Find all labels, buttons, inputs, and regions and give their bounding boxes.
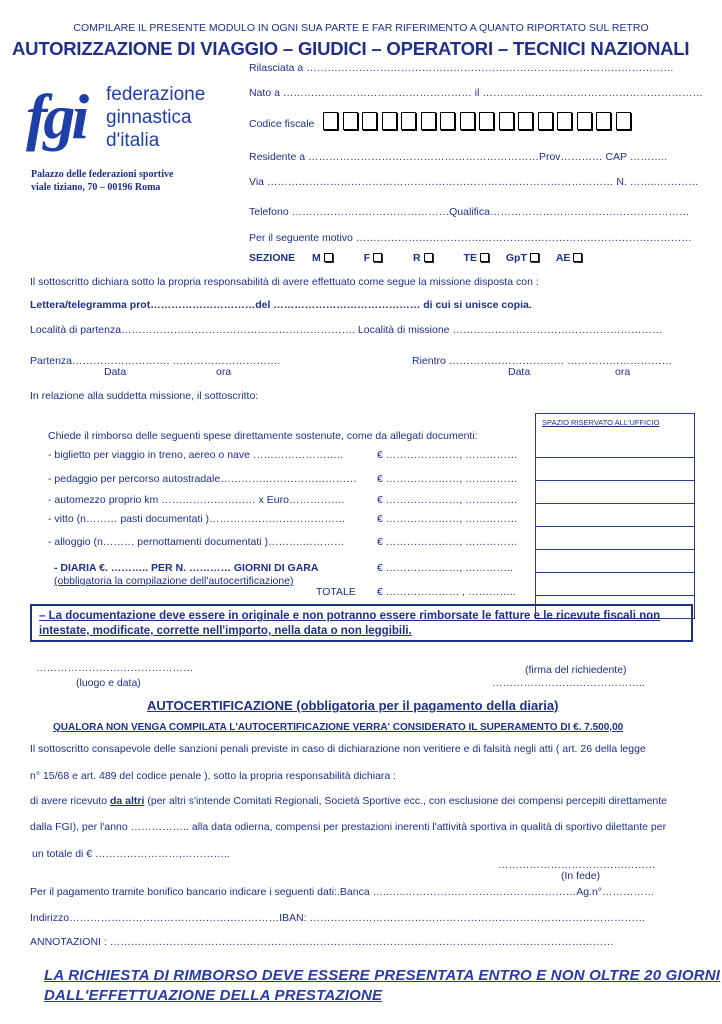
- field-residente[interactable]: Residente a …………………………………………………………Prov………… CAP ………..: [249, 151, 668, 163]
- field-via[interactable]: Via ……………………………………………………………………………………… N. ……..…………: [249, 176, 699, 188]
- codice-fiscale-box[interactable]: [596, 112, 611, 130]
- sezione-ae-label: AE: [555, 252, 571, 264]
- documentation-warning: – La documentazione deve essere in originale e non potranno essere rimborsate le fatture e le ricevute fiscali non intestate, modificate, corrette nell'importo, nella data o non leggibili.: [30, 604, 693, 642]
- expense-amount-automezzo[interactable]: € …………………, ……………: [377, 494, 518, 506]
- address-line-1: Palazzo delle federazioni sportive: [31, 169, 174, 180]
- dichiara-text: Il sottoscritto dichiara sotto la propria responsabilità di avere effettuato come segue la missione disposta con :: [30, 276, 539, 288]
- codice-fiscale-boxes[interactable]: [323, 112, 635, 130]
- fede-label: (In fede): [561, 870, 601, 882]
- office-cell[interactable]: [536, 481, 695, 504]
- office-cell[interactable]: [536, 527, 695, 550]
- codice-fiscale-box[interactable]: [479, 112, 494, 130]
- rientro-data-label: Data: [508, 366, 531, 378]
- office-reserved-header: SPAZIO RISERVATO ALL'UFFICIO: [536, 414, 695, 458]
- sezione-r[interactable]: [413, 252, 433, 264]
- sezione-m-label: M: [312, 252, 321, 264]
- autocert-per-altri: (per altri s'intende Comitati Regionali, Società Sportive ecc., con esclusione dei compensi percepiti direttamente: [147, 795, 668, 807]
- field-localita[interactable]: Località di partenza…………………………………………………………. Località di missione ……………………………………………………: [30, 324, 663, 336]
- checkbox-icon[interactable]: [373, 253, 382, 262]
- partenza-data-label: Data: [104, 366, 127, 378]
- footer-warning-line-2: DALL'EFFETTUAZIONE DELLA PRESTAZIONE: [44, 987, 383, 1004]
- relazione-text: In relazione alla suddetta missione, il sottoscritto:: [30, 390, 259, 402]
- checkbox-icon[interactable]: [424, 253, 433, 262]
- office-reserved-table: [535, 413, 695, 619]
- firma-dots[interactable]: ……………………………………..: [492, 677, 645, 689]
- logo-line-1: federazione: [106, 84, 206, 105]
- expense-row-automezzo[interactable]: - automezzo proprio km ……………………… x Euro…………….: [48, 494, 345, 506]
- field-lettera[interactable]: Lettera/telegramma prot…………………………del …………………………………… di cui si unisce copia.: [30, 299, 532, 311]
- field-motivo[interactable]: Per il seguente motivo ……………………………………………………………………………………: [249, 232, 692, 244]
- sezione-row: [249, 252, 582, 264]
- office-cell[interactable]: [536, 550, 695, 573]
- checkbox-icon[interactable]: [530, 253, 539, 262]
- checkbox-icon[interactable]: [573, 253, 582, 262]
- bank-banca[interactable]: Per il pagamento tramite bonifico bancario indicare i seguenti dati:.Banca …..…..……………………….…………………Ag.n°……………: [30, 886, 655, 898]
- footer-warning-line-1: LA RICHIESTA DI RIMBORSO DEVE ESSERE PRESENTATA ENTRO E NON OLTRE 20 GIORNI: [44, 967, 721, 984]
- field-rilasciata[interactable]: Rilasciata a ……………………………………………………………………………………………: [249, 62, 674, 74]
- checkbox-icon[interactable]: [480, 253, 489, 262]
- expense-row-alloggio[interactable]: - alloggio (n……… pernottamenti documentati )……….…………: [48, 536, 345, 548]
- logo-line-3: d'italia: [106, 130, 160, 151]
- expense-row-treno[interactable]: - biglietto per viaggio in treno, aereo o nave ……………………..: [48, 449, 343, 461]
- totale-amount[interactable]: € ………………… , …………..: [377, 586, 516, 598]
- expense-row-pedaggio[interactable]: - pedaggio per percorso autostradale…………………………………: [48, 473, 357, 485]
- office-cell[interactable]: [536, 458, 695, 481]
- autocert-para1-line2: n° 15/68 e art. 489 del codice penale ), sotto la propria responsabilità dichiara :: [30, 770, 397, 782]
- codice-fiscale-box[interactable]: [557, 112, 572, 130]
- field-partenza[interactable]: Partenza………………………. ………………………….: [30, 355, 281, 367]
- sezione-f[interactable]: [364, 252, 382, 264]
- codice-fiscale-box[interactable]: [401, 112, 416, 130]
- checkbox-icon[interactable]: [324, 253, 333, 262]
- office-cell[interactable]: [536, 573, 695, 596]
- sezione-ae[interactable]: [556, 252, 583, 264]
- codice-fiscale-box[interactable]: [538, 112, 553, 130]
- autocert-para2-line2[interactable]: dalla FGI), per l'anno …………….. alla data odierna, compensi per prestazioni inerenti l'attività sportiva in qualità di sportivo dilettante per: [30, 821, 667, 833]
- autocert-subtitle: QUALORA NON VENGA COMPILATA L'AUTOCERTIFICAZIONE VERRA' CONSIDERATO IL SUPERAMENTO DI €. 7.500,00: [53, 722, 624, 733]
- sezione-gpt[interactable]: [506, 252, 539, 264]
- field-rientro[interactable]: Rientro …………………………… …………………………: [412, 355, 673, 367]
- codice-fiscale-box[interactable]: [362, 112, 377, 130]
- diaria-row[interactable]: - DIARIA €. ……….. PER N. ………… GIORNI DI GARA: [54, 562, 319, 574]
- autocert-title: AUTOCERTIFICAZIONE (obbligatoria per il pagamento della diaria): [147, 698, 559, 713]
- autocert-para1-line1: Il sottoscritto consapevole delle sanzioni penali previste in caso di dichiarazione non veritiere e di falsità negli atti ( art. 26 della legge: [30, 743, 646, 755]
- form-title: AUTORIZZAZIONE DI VIAGGIO – GIUDICI – OPERATORI – TECNICI NAZIONALI: [12, 38, 690, 59]
- firma-label: (firma del richiedente): [525, 664, 627, 676]
- autocert-ricevuto: di avere ricevuto: [30, 795, 108, 807]
- expenses-intro: Chiede il rimborso delle seguenti spese direttamente sostenute, come da allegati documenti:: [48, 430, 478, 442]
- svg-text:fgi: fgi: [26, 82, 86, 152]
- field-codice-fiscale-label: Codice fiscale: [249, 118, 315, 130]
- codice-fiscale-box[interactable]: [518, 112, 533, 130]
- codice-fiscale-box[interactable]: [499, 112, 514, 130]
- codice-fiscale-box[interactable]: [421, 112, 436, 130]
- sezione-label: SEZIONE: [249, 252, 296, 264]
- totale-label: TOTALE: [316, 586, 356, 598]
- partenza-ora-label: ora: [216, 366, 232, 378]
- sezione-m[interactable]: [312, 252, 333, 264]
- codice-fiscale-box[interactable]: [577, 112, 592, 130]
- form-instruction: COMPILARE IL PRESENTE MODULO IN OGNI SUA PARTE E FAR RIFERIMENTO A QUANTO RIPORTATO SUL RETRO: [73, 22, 649, 34]
- rientro-ora-label: ora: [615, 366, 631, 378]
- codice-fiscale-box[interactable]: [460, 112, 475, 130]
- codice-fiscale-box[interactable]: [440, 112, 455, 130]
- diaria-amount[interactable]: € …………………, …………..: [377, 562, 513, 574]
- expense-amount-pedaggio[interactable]: € …………………, ……………: [377, 473, 518, 485]
- sezione-te[interactable]: [464, 252, 489, 264]
- expense-amount-alloggio[interactable]: € …………………, ……………: [377, 536, 518, 548]
- luogo-dots[interactable]: ………………………………………: [36, 662, 194, 674]
- codice-fiscale-box[interactable]: [382, 112, 397, 130]
- diaria-note: (obbligatoria la compilazione dell'autocertificazione): [54, 575, 294, 587]
- autocert-para2-line1: [30, 795, 667, 807]
- autocert-totale[interactable]: un totale di € ……………………,…………..: [32, 848, 230, 860]
- sezione-f-label: F: [363, 252, 371, 264]
- field-nato[interactable]: Nato a ……………………………………………… il ………………………………………………………: [249, 87, 703, 99]
- address-line-2: viale tiziano, 70 – 00196 Roma: [31, 182, 161, 193]
- sezione-te-label: TE: [463, 252, 477, 264]
- fgi-logo: [24, 82, 210, 154]
- luogo-label: (luogo e data): [76, 677, 141, 689]
- expense-row-vitto[interactable]: - vitto (n……… pasti documentati )…………………………………: [48, 513, 346, 525]
- logo-line-2: ginnastica: [106, 107, 192, 128]
- bank-indirizzo-iban[interactable]: Indirizzo……………………………………………………IBAN: ……………………………………………………………………………………: [30, 912, 646, 924]
- sezione-gpt-label: GpT: [505, 252, 527, 264]
- office-cell[interactable]: [536, 504, 695, 527]
- sezione-r-label: R: [413, 252, 421, 264]
- codice-fiscale-box[interactable]: [343, 112, 358, 130]
- expense-amount-vitto[interactable]: € …………………, ……………: [377, 513, 518, 525]
- fede-dots[interactable]: ………………………………………: [498, 859, 656, 871]
- field-telefono[interactable]: Telefono ………………………………………Qualifica…………………………………………………: [249, 206, 690, 218]
- fgi-logo-mark: [24, 82, 104, 154]
- codice-fiscale-box[interactable]: [616, 112, 631, 130]
- codice-fiscale-box[interactable]: [323, 112, 338, 130]
- expense-amount-treno[interactable]: € …………………, ……………: [377, 449, 518, 461]
- annotazioni[interactable]: ANNOTAZIONI : ………………………………………………………………………………………………………………………………: [30, 936, 614, 948]
- autocert-da-altri: da altri: [109, 795, 145, 807]
